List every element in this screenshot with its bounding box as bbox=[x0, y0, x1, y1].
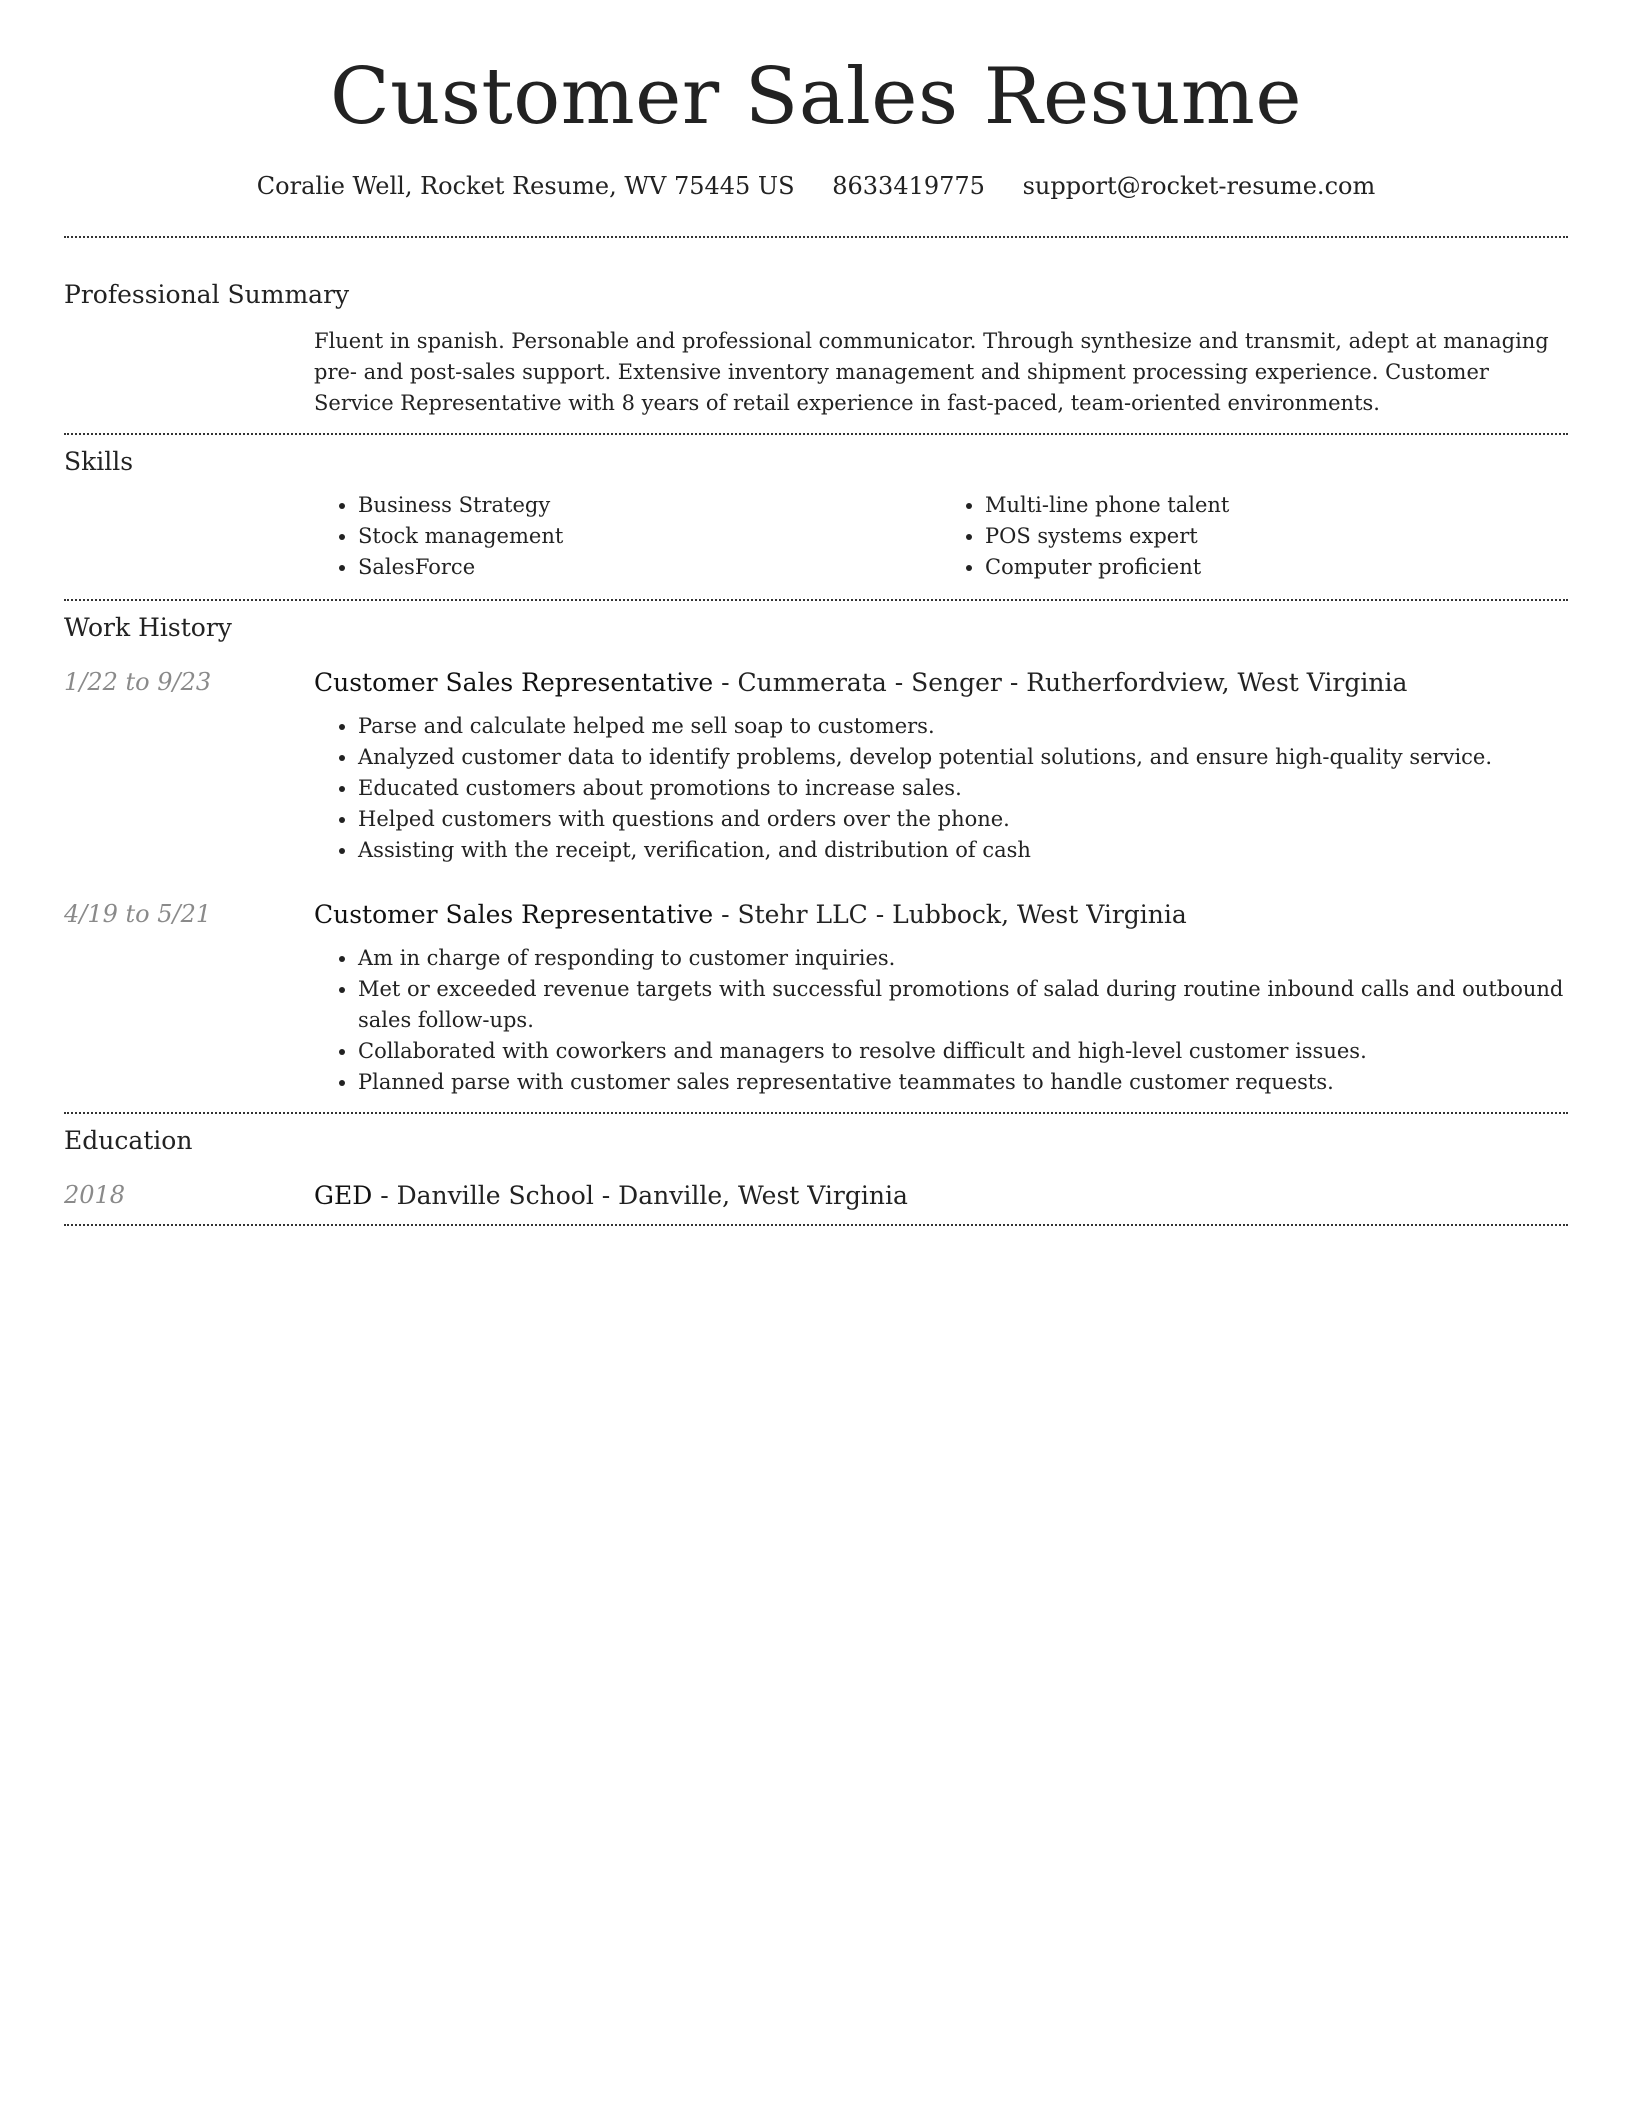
education-degree: GED bbox=[314, 1181, 373, 1210]
education-entry bbox=[64, 1181, 1568, 1210]
contact-line bbox=[64, 172, 1568, 200]
skills-heading: Skills bbox=[64, 447, 134, 476]
job-bullets bbox=[314, 943, 1568, 1098]
divider bbox=[64, 599, 1568, 601]
list-item: • Met or exceeded revenue targets with successful promotions of salad during routine inbound calls and outbound sales follow-ups. bbox=[358, 974, 1568, 1036]
work-section bbox=[64, 613, 1568, 1098]
work-heading: Work History bbox=[64, 613, 232, 642]
list-item: • Parse and calculate helped me sell soap to customers. bbox=[358, 711, 1568, 742]
skill-item: • Computer proficient bbox=[985, 552, 1568, 583]
education-year: 2018 bbox=[64, 1181, 126, 1209]
education-details: - Danville School - Danville, West Virginia bbox=[372, 1181, 908, 1210]
skill-item: • POS systems expert bbox=[985, 521, 1568, 552]
job-content bbox=[314, 668, 1568, 866]
summary-section bbox=[64, 280, 1568, 419]
job-details: - Cummerata - Senger - Rutherfordview, West Virginia bbox=[713, 668, 1408, 697]
divider bbox=[64, 236, 1568, 238]
list-item: • Collaborated with coworkers and managers to resolve difficult and high-level customer issues. bbox=[358, 1036, 1568, 1067]
list-item: • Helped customers with questions and orders over the phone. bbox=[358, 804, 1568, 835]
skill-item: • SalesForce bbox=[358, 552, 941, 583]
job-dates: 4/19 to 5/21 bbox=[64, 900, 212, 928]
job-bullets bbox=[314, 711, 1568, 866]
list-item: • Planned parse with customer sales representative teammates to handle customer requests. bbox=[358, 1067, 1568, 1098]
education-heading-line bbox=[314, 1181, 1568, 1210]
skill-item: • Business Strategy bbox=[358, 490, 941, 521]
job-content bbox=[314, 900, 1568, 1098]
divider bbox=[64, 1112, 1568, 1114]
skill-item: • Stock management bbox=[358, 521, 941, 552]
skill-item: • Multi-line phone talent bbox=[985, 490, 1568, 521]
contact-email: support@rocket-resume.com bbox=[1022, 172, 1376, 200]
divider bbox=[64, 433, 1568, 435]
skills-column-right bbox=[941, 490, 1568, 583]
job-entry bbox=[64, 900, 1568, 1098]
summary-heading: Professional Summary bbox=[64, 280, 350, 309]
education-content bbox=[314, 1181, 1568, 1210]
page-title: Customer Sales Resume bbox=[329, 52, 1303, 142]
skills-list bbox=[314, 490, 1568, 583]
education-heading: Education bbox=[64, 1126, 193, 1155]
skills-column-left bbox=[314, 490, 941, 583]
summary-text: Fluent in spanish. Personable and professional communicator. Through synthesize and transmit, adept at managing pre- and post-sales support. Extensive inventory management and shipment processing experience. Customer Service Representative with 8 years of retail experience in fast-paced, team-oriented environments. bbox=[314, 329, 1549, 415]
job-heading bbox=[314, 668, 1568, 697]
job-heading bbox=[314, 900, 1568, 929]
education-section bbox=[64, 1126, 1568, 1210]
job-details: - Stehr LLC - Lubbock, West Virginia bbox=[713, 900, 1187, 929]
list-item: • Assisting with the receipt, verification, and distribution of cash bbox=[358, 835, 1568, 866]
job-title: Customer Sales Representative bbox=[314, 668, 714, 697]
contact-address: Coralie Well, Rocket Resume, WV 75445 US bbox=[256, 172, 795, 200]
divider bbox=[64, 1224, 1568, 1226]
contact-phone: 8633419775 bbox=[832, 172, 985, 200]
skills-section bbox=[64, 447, 1568, 583]
job-dates: 1/22 to 9/23 bbox=[64, 668, 212, 696]
list-item: • Am in charge of responding to customer inquiries. bbox=[358, 943, 1568, 974]
list-item: • Educated customers about promotions to increase sales. bbox=[358, 773, 1568, 804]
job-entry bbox=[64, 668, 1568, 866]
job-title: Customer Sales Representative bbox=[314, 900, 714, 929]
list-item: • Analyzed customer data to identify problems, develop potential solutions, and ensure high-quality service. bbox=[358, 742, 1568, 773]
